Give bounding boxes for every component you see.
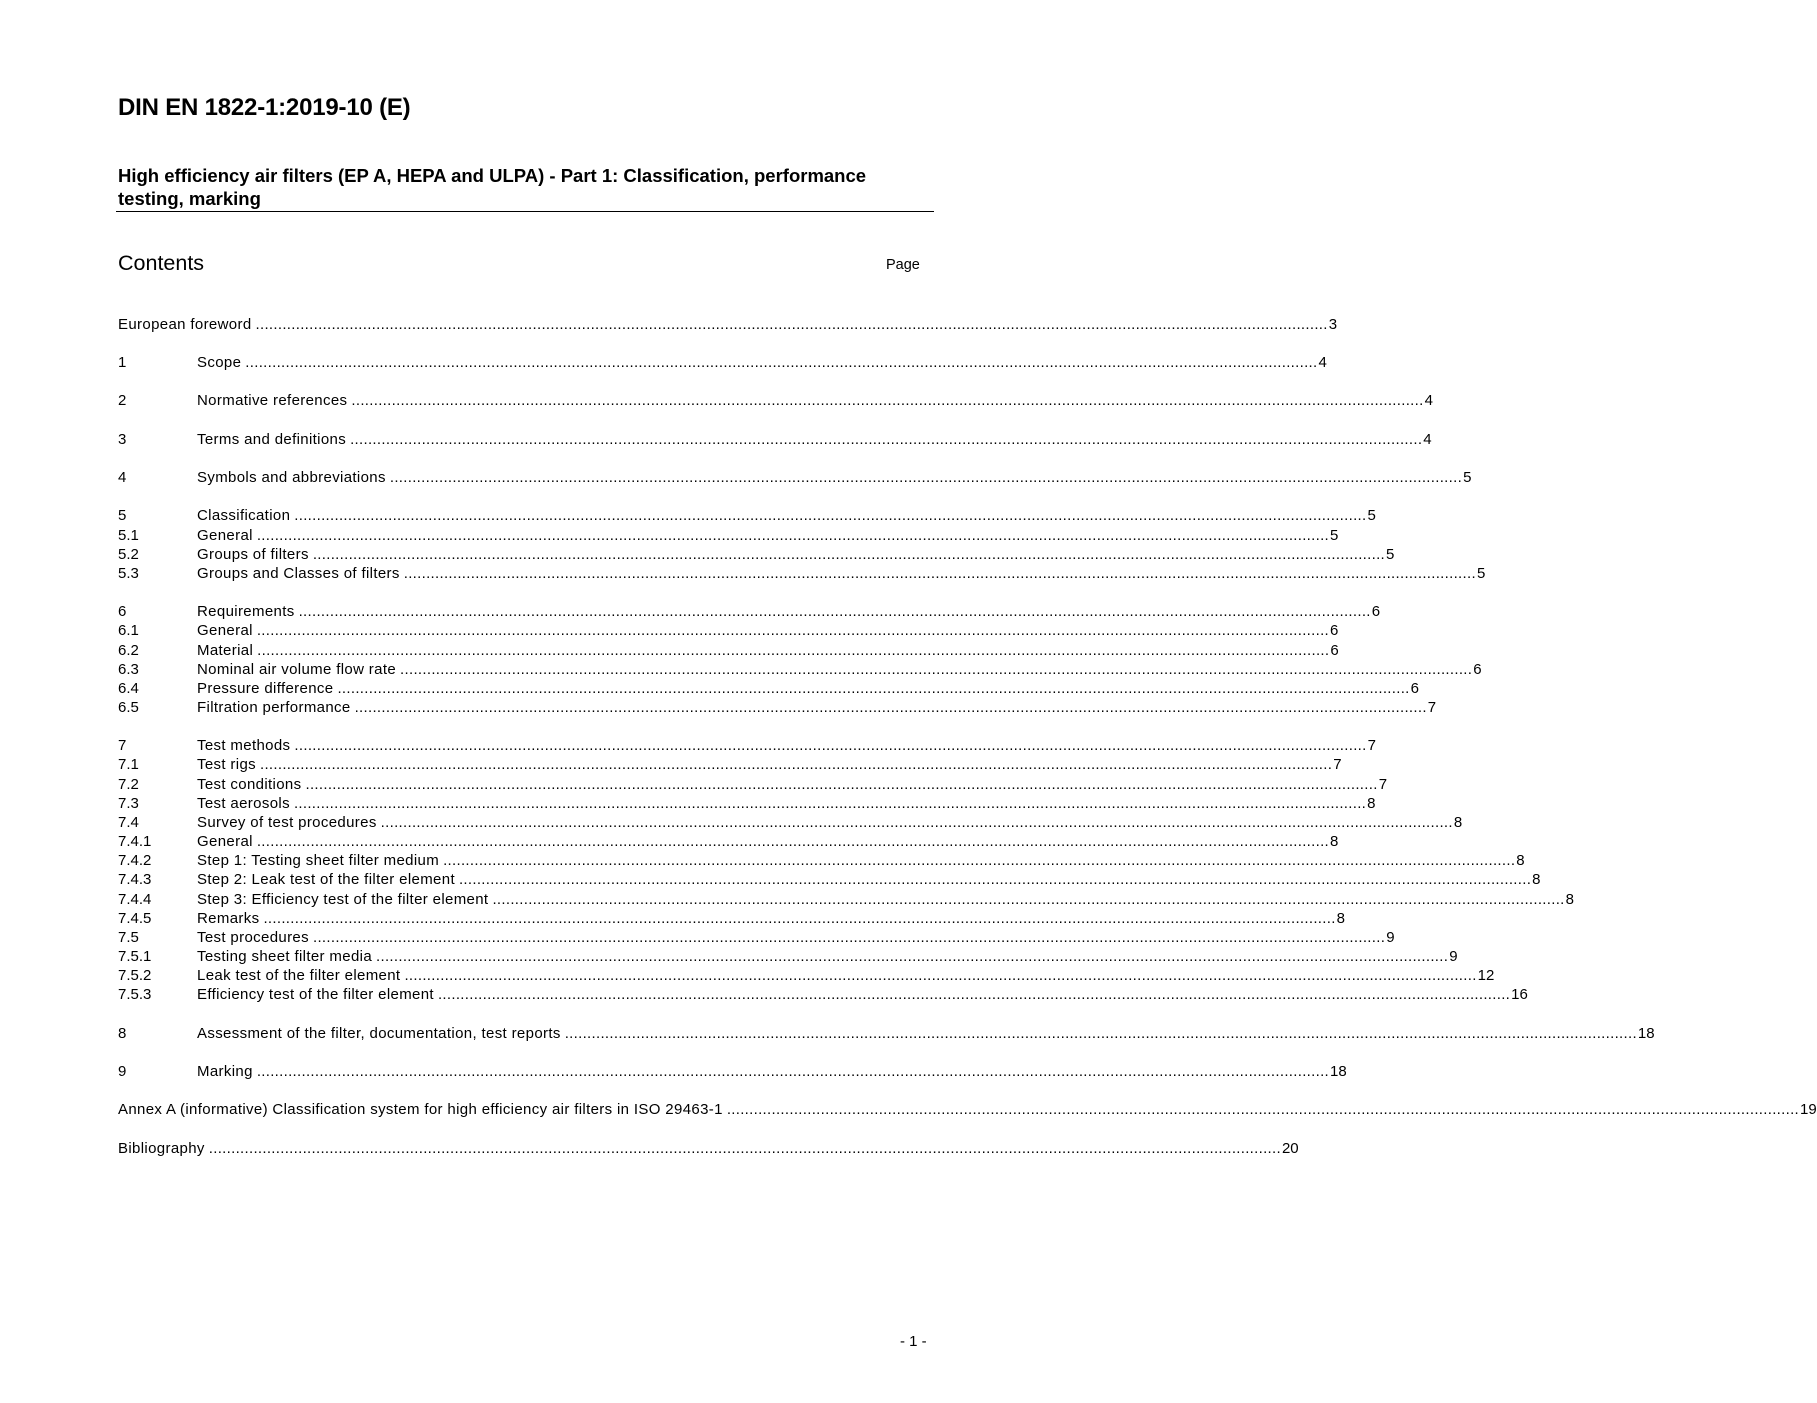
toc-entry[interactable]	[118, 966, 1495, 986]
toc-entry-number: 7.4.5	[118, 910, 152, 927]
toc-entry-number: 8	[118, 1025, 127, 1042]
toc-entry-number: 7.4.1	[118, 833, 152, 850]
toc-entry-page: 5	[1330, 527, 1339, 544]
toc-entry-page: 7	[1333, 756, 1342, 773]
toc-entry-page: 5	[1367, 507, 1376, 524]
toc-dot-leader: ................................................................................................................................................................................................................................................	[403, 565, 1476, 582]
toc-entry-title: Test conditions	[197, 776, 302, 793]
toc-entry[interactable]	[118, 468, 1472, 488]
toc-entry-number: 4	[118, 469, 127, 486]
toc-entry-page: 6	[1410, 680, 1419, 697]
toc-entry-page: 7	[1427, 699, 1437, 716]
toc-entry-title: Test rigs	[197, 756, 256, 773]
toc-entry-number: 7.2	[118, 776, 139, 793]
toc-entry-title: Terms and definitions	[197, 431, 347, 448]
toc-dot-leader: ................................................................................................................................................................................................................................................	[312, 929, 1386, 946]
toc-entry-page: 8	[1516, 852, 1525, 869]
toc-entry[interactable]	[118, 506, 1376, 526]
toc-entry[interactable]	[118, 315, 1338, 335]
toc-entry-number: 7.4	[118, 814, 139, 831]
toc-entry-number: 6.5	[118, 699, 139, 716]
toc-entry-title: Test methods	[197, 737, 291, 754]
toc-entry-title: Requirements	[197, 603, 295, 620]
toc-dot-leader: ................................................................................................................................................................................................................................................	[294, 507, 1367, 524]
toc-dot-leader: ................................................................................................................................................................................................................................................	[305, 776, 1378, 793]
toc-dot-leader: ................................................................................................................................................................................................................................................	[256, 527, 1330, 544]
toc-entry-page: 18	[1330, 1063, 1347, 1080]
toc-entry[interactable]	[118, 602, 1381, 622]
toc-entry-title: Leak test of the filter element	[197, 967, 401, 984]
toc-entry[interactable]	[118, 526, 1339, 546]
toc-dot-leader: ................................................................................................................................................................................................................................................	[354, 699, 1427, 716]
toc-entry[interactable]	[118, 641, 1339, 661]
toc-entry-number: 1	[118, 354, 127, 371]
toc-dot-leader: ................................................................................................................................................................................................................................................	[257, 642, 1330, 659]
toc-entry-title: Pressure difference	[197, 680, 334, 697]
toc-entry-page: 6	[1330, 642, 1339, 659]
toc-entry[interactable]	[118, 794, 1376, 814]
toc-entry-page: 7	[1367, 737, 1376, 754]
toc-entry[interactable]	[118, 430, 1432, 450]
toc-dot-leader: ................................................................................................................................................................................................................................................	[400, 661, 1473, 678]
toc-entry[interactable]	[118, 564, 1486, 584]
toc-entry-title: Testing sheet filter media	[197, 948, 373, 965]
toc-entry-title: Filtration performance	[197, 699, 351, 716]
toc-entry[interactable]	[118, 353, 1327, 373]
toc-entry-page: 6	[1330, 622, 1339, 639]
toc-entry-page: 4	[1423, 431, 1432, 448]
toc-dot-leader: ................................................................................................................................................................................................................................................	[294, 737, 1367, 754]
toc-dot-leader: ................................................................................................................................................................................................................................................	[350, 431, 1423, 448]
title-divider	[116, 211, 934, 212]
document-title: High efficiency air filters (EP A, HEPA and ULPA) - Part 1: Classification, performance testing, marking	[118, 165, 867, 209]
toc-entry-page: 9	[1449, 948, 1458, 965]
toc-entry[interactable]	[118, 621, 1339, 641]
toc-entry-number: 2	[118, 392, 127, 409]
toc-entry-number: 7.1	[118, 756, 139, 773]
toc-dot-leader: ................................................................................................................................................................................................................................................	[245, 354, 1318, 371]
toc-entry-page: 8	[1367, 795, 1376, 812]
toc-entry-title: Normative references	[197, 392, 348, 409]
toc-entry-page: 8	[1453, 814, 1463, 831]
toc-dot-leader: ................................................................................................................................................................................................................................................	[256, 622, 1330, 639]
toc-entry[interactable]	[118, 391, 1433, 411]
toc-dot-leader: ................................................................................................................................................................................................................................................	[293, 795, 1367, 812]
toc-entry[interactable]	[118, 679, 1419, 699]
toc-entry-title: General	[197, 622, 253, 639]
toc-entry-title: Material	[197, 642, 254, 659]
toc-dot-leader: ................................................................................................................................................................................................................................................	[255, 316, 1328, 333]
toc-entry-title: Efficiency test of the filter element	[197, 986, 434, 1003]
toc-dot-leader: ................................................................................................................................................................................................................................................	[726, 1101, 1800, 1118]
toc-dot-leader: ................................................................................................................................................................................................................................................	[312, 546, 1386, 563]
toc-entry[interactable]	[118, 545, 1395, 565]
toc-dot-leader: ................................................................................................................................................................................................................................................	[437, 986, 1511, 1003]
toc-entry-page: 4	[1318, 354, 1327, 371]
toc-entry[interactable]	[118, 1100, 1817, 1120]
toc-entry-page: 8	[1330, 833, 1339, 850]
toc-entry-title: Bibliography	[118, 1140, 205, 1157]
toc-entry-page: 18	[1637, 1025, 1655, 1042]
toc-entry[interactable]	[118, 870, 1541, 890]
toc-entry-number: 3	[118, 431, 127, 448]
toc-entry-page: 8	[1336, 910, 1346, 927]
toc-entry-number: 5	[118, 507, 127, 524]
toc-entry-number: 7	[118, 737, 127, 754]
toc-entry-title: European foreword	[118, 316, 252, 333]
contents-heading: Contents	[118, 251, 205, 275]
toc-dot-leader: ................................................................................................................................................................................................................................................	[256, 1063, 1330, 1080]
toc-entry-title: Annex A (informative) Classification system for high efficiency air filters in ISO 29463-1	[118, 1101, 723, 1118]
toc-entry-number: 7.5.2	[118, 967, 152, 984]
toc-entry-number: 7.4.2	[118, 852, 152, 869]
toc-entry-title: Marking	[197, 1063, 253, 1080]
toc-entry-title: Classification	[197, 507, 291, 524]
toc-entry[interactable]	[118, 775, 1388, 795]
page-column-label: Page	[886, 257, 920, 273]
toc-entry-page: 4	[1424, 392, 1433, 409]
toc-entry-number: 7.4.3	[118, 871, 152, 888]
toc-entry-page: 6	[1371, 603, 1381, 620]
toc-entry[interactable]	[118, 947, 1458, 967]
toc-entry-title: General	[197, 833, 253, 850]
toc-entry-title: Survey of test procedures	[197, 814, 377, 831]
toc-entry-page: 3	[1328, 316, 1338, 333]
toc-entry-page: 16	[1511, 986, 1528, 1003]
toc-dot-leader: ................................................................................................................................................................................................................................................	[443, 852, 1516, 869]
toc-entry-page: 6	[1473, 661, 1482, 678]
toc-dot-leader: ................................................................................................................................................................................................................................................	[208, 1140, 1281, 1157]
toc-entry-number: 6.4	[118, 680, 139, 697]
toc-entry-number: 6.1	[118, 622, 139, 639]
toc-dot-leader: ................................................................................................................................................................................................................................................	[256, 833, 1330, 850]
toc-entry[interactable]	[118, 755, 1342, 775]
toc-entry-number: 5.3	[118, 565, 139, 582]
toc-entry-number: 5.2	[118, 546, 139, 563]
toc-entry-title: Step 3: Efficiency test of the filter element	[197, 891, 489, 908]
toc-entry[interactable]	[118, 985, 1528, 1005]
toc-entry-number: 7.4.4	[118, 891, 152, 908]
toc-entry[interactable]	[118, 1062, 1347, 1082]
toc-entry-title: Test aerosols	[197, 795, 290, 812]
toc-dot-leader: ................................................................................................................................................................................................................................................	[389, 469, 1463, 486]
toc-entry-title: Groups and Classes of filters	[197, 565, 400, 582]
toc-dot-leader: ................................................................................................................................................................................................................................................	[351, 392, 1424, 409]
toc-dot-leader: ................................................................................................................................................................................................................................................	[376, 948, 1449, 965]
toc-entry-title: Step 2: Leak test of the filter element	[197, 871, 455, 888]
toc-entry-page: 7	[1378, 776, 1388, 793]
toc-entry-page: 5	[1463, 469, 1472, 486]
toc-entry-number: 5.1	[118, 527, 139, 544]
toc-entry-number: 7.3	[118, 795, 139, 812]
toc-dot-leader: ................................................................................................................................................................................................................................................	[263, 910, 1336, 927]
toc-entry-title: Groups of filters	[197, 546, 309, 563]
toc-entry-title: Nominal air volume flow rate	[197, 661, 397, 678]
toc-entry-number: 7.5.1	[118, 948, 152, 965]
toc-entry-page: 8	[1532, 871, 1541, 888]
toc-entry-title: General	[197, 527, 253, 544]
toc-entry[interactable]	[118, 813, 1463, 833]
toc-entry[interactable]	[118, 736, 1376, 756]
document-id: DIN EN 1822-1:2019-10 (E)	[118, 94, 411, 121]
toc-entry-title: Assessment of the filter, documentation, test reports	[197, 1025, 561, 1042]
toc-entry-number: 6.2	[118, 642, 139, 659]
toc-entry-page: 12	[1477, 967, 1495, 984]
toc-dot-leader: ................................................................................................................................................................................................................................................	[458, 871, 1532, 888]
toc-entry-title: Remarks	[197, 910, 260, 927]
toc-entry-page: 8	[1565, 891, 1574, 908]
toc-entry[interactable]	[118, 928, 1395, 948]
toc-entry-number: 9	[118, 1063, 127, 1080]
toc-entry[interactable]	[118, 1024, 1655, 1044]
toc-dot-leader: ................................................................................................................................................................................................................................................	[380, 814, 1453, 831]
toc-entry-page: 9	[1386, 929, 1395, 946]
toc-entry[interactable]	[118, 890, 1574, 910]
toc-dot-leader: ................................................................................................................................................................................................................................................	[298, 603, 1371, 620]
toc-entry[interactable]	[118, 909, 1346, 929]
toc-entry-title: Scope	[197, 354, 242, 371]
toc-entry-page: 5	[1476, 565, 1486, 582]
toc-entry-number: 6.3	[118, 661, 139, 678]
toc-entry-number: 7.5.3	[118, 986, 152, 1003]
toc-dot-leader: ................................................................................................................................................................................................................................................	[260, 756, 1333, 773]
toc-entry[interactable]	[118, 698, 1437, 718]
toc-entry[interactable]	[118, 660, 1482, 680]
toc-entry-number: 7.5	[118, 929, 139, 946]
toc-dot-leader: ................................................................................................................................................................................................................................................	[564, 1025, 1637, 1042]
toc-entry-title: Symbols and abbreviations	[197, 469, 386, 486]
toc-entry-title: Test procedures	[197, 929, 309, 946]
toc-entry[interactable]	[118, 832, 1339, 852]
toc-entry-page: 20	[1281, 1140, 1299, 1157]
toc-dot-leader: ................................................................................................................................................................................................................................................	[337, 680, 1410, 697]
toc-entry-page: 5	[1386, 546, 1395, 563]
toc-entry-page: 19	[1800, 1101, 1817, 1118]
toc-entry[interactable]	[118, 851, 1525, 871]
toc-entry-number: 6	[118, 603, 127, 620]
toc-dot-leader: ................................................................................................................................................................................................................................................	[492, 891, 1565, 908]
toc-entry-title: Step 1: Testing sheet filter medium	[197, 852, 440, 869]
toc-entry[interactable]	[118, 1139, 1299, 1159]
page-number: - 1 -	[900, 1333, 927, 1350]
toc-dot-leader: ................................................................................................................................................................................................................................................	[404, 967, 1477, 984]
